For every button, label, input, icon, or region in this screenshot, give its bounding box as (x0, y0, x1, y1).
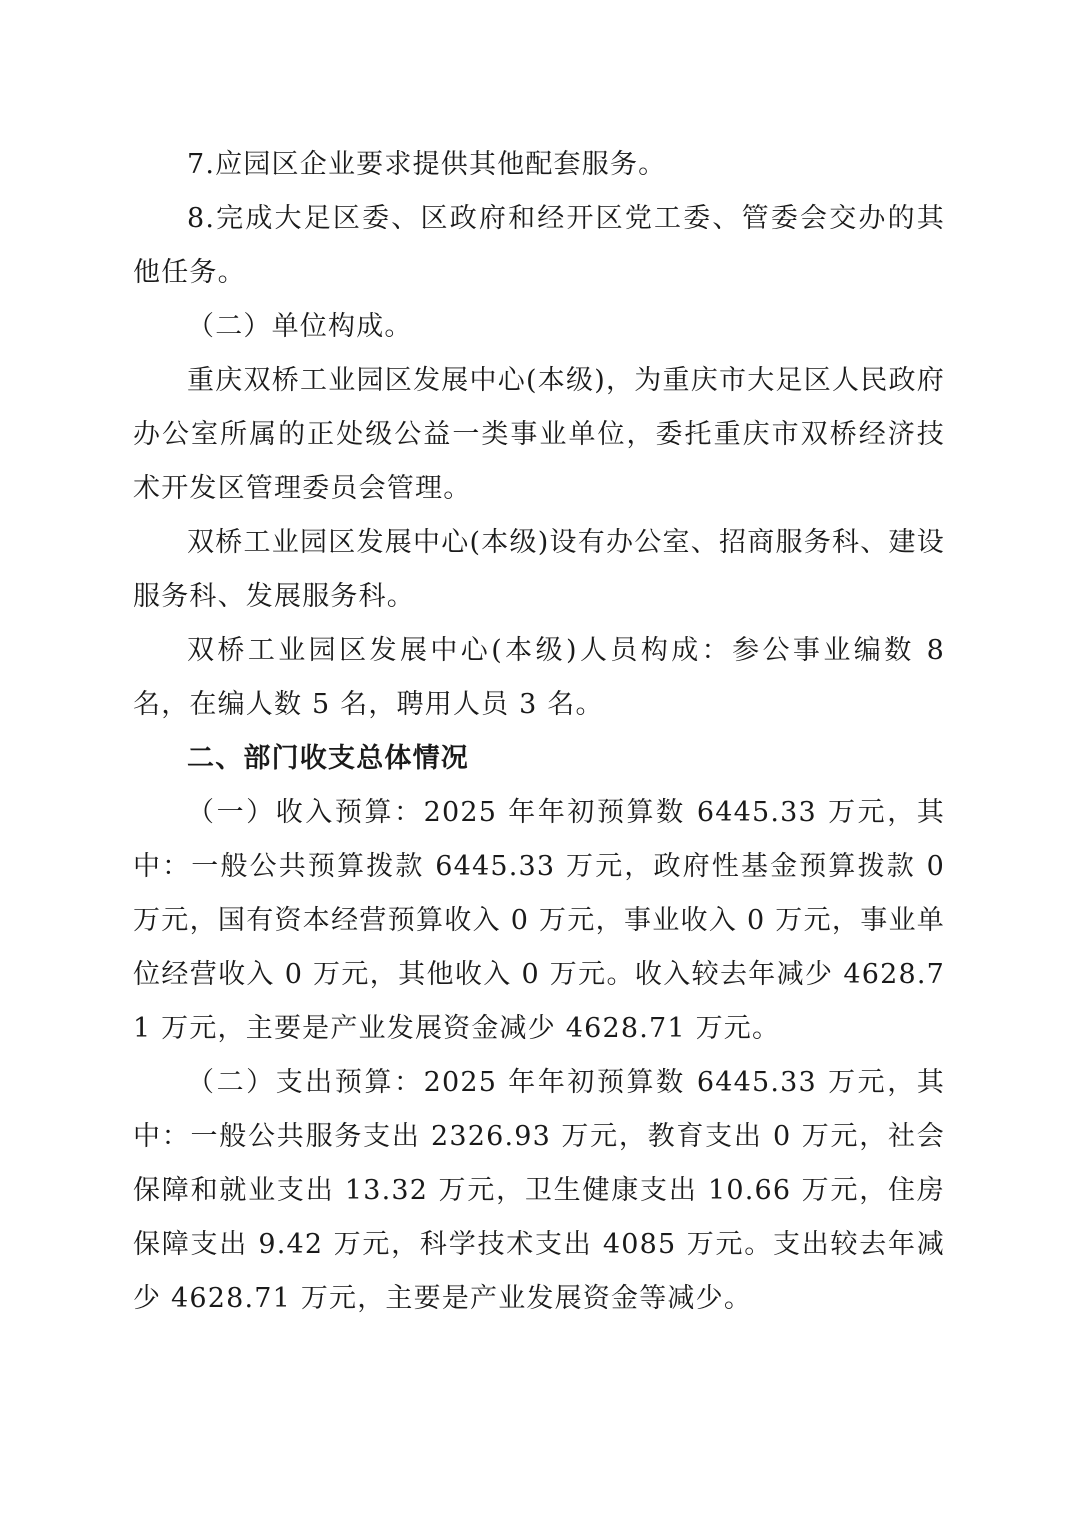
subsection-unit-composition: （二）单位构成。 (187, 311, 413, 342)
paragraph-departments: 双桥工业园区发展中心(本级)设有办公室、招商服务科、建设服务科、发展服务科。 (133, 527, 945, 612)
paragraph-item-7: 7.应园区企业要求提供其他配套服务。 (187, 149, 667, 180)
section-heading: 二、部门收支总体情况 (187, 743, 469, 774)
paragraph-item-8: 8.完成大足区委、区政府和经开区党工委、管委会交办的其他任务。 (133, 203, 945, 288)
paragraph-income-budget: （一）收入预算：2025 年年初预算数 6445.33 万元，其中：一般公共预算拨款 6445.33 万元，政府性基金预算拨款 0 万元，国有资本经营预算收入 0 万元，事业收入 0 万元，事业单位经营收入 0 万元，其他收入 0 万元。收入较去年减少 4628.71 万元，主要是产业发展资金减少 4628.71 万元。 (133, 797, 945, 1044)
paragraph-staffing: 双桥工业园区发展中心(本级)人员构成：参公事业编数 8 名，在编人数 5 名，聘用人员 3 名。 (133, 635, 945, 720)
document-body (133, 138, 945, 1326)
paragraph-expenditure-budget: （二）支出预算：2025 年年初预算数 6445.33 万元，其中：一般公共服务支出 2326.93 万元，教育支出 0 万元，社会保障和就业支出 13.32 万元，卫生健康支出 10.66 万元，住房保障支出 9.42 万元，科学技术支出 4085 万元。支出较去年减少 4628.71 万元，主要是产业发展资金等减少。 (133, 1067, 945, 1314)
paragraph-unit-description: 重庆双桥工业园区发展中心(本级)，为重庆市大足区人民政府办公室所属的正处级公益一类事业单位，委托重庆市双桥经济技术开发区管理委员会管理。 (133, 365, 945, 504)
